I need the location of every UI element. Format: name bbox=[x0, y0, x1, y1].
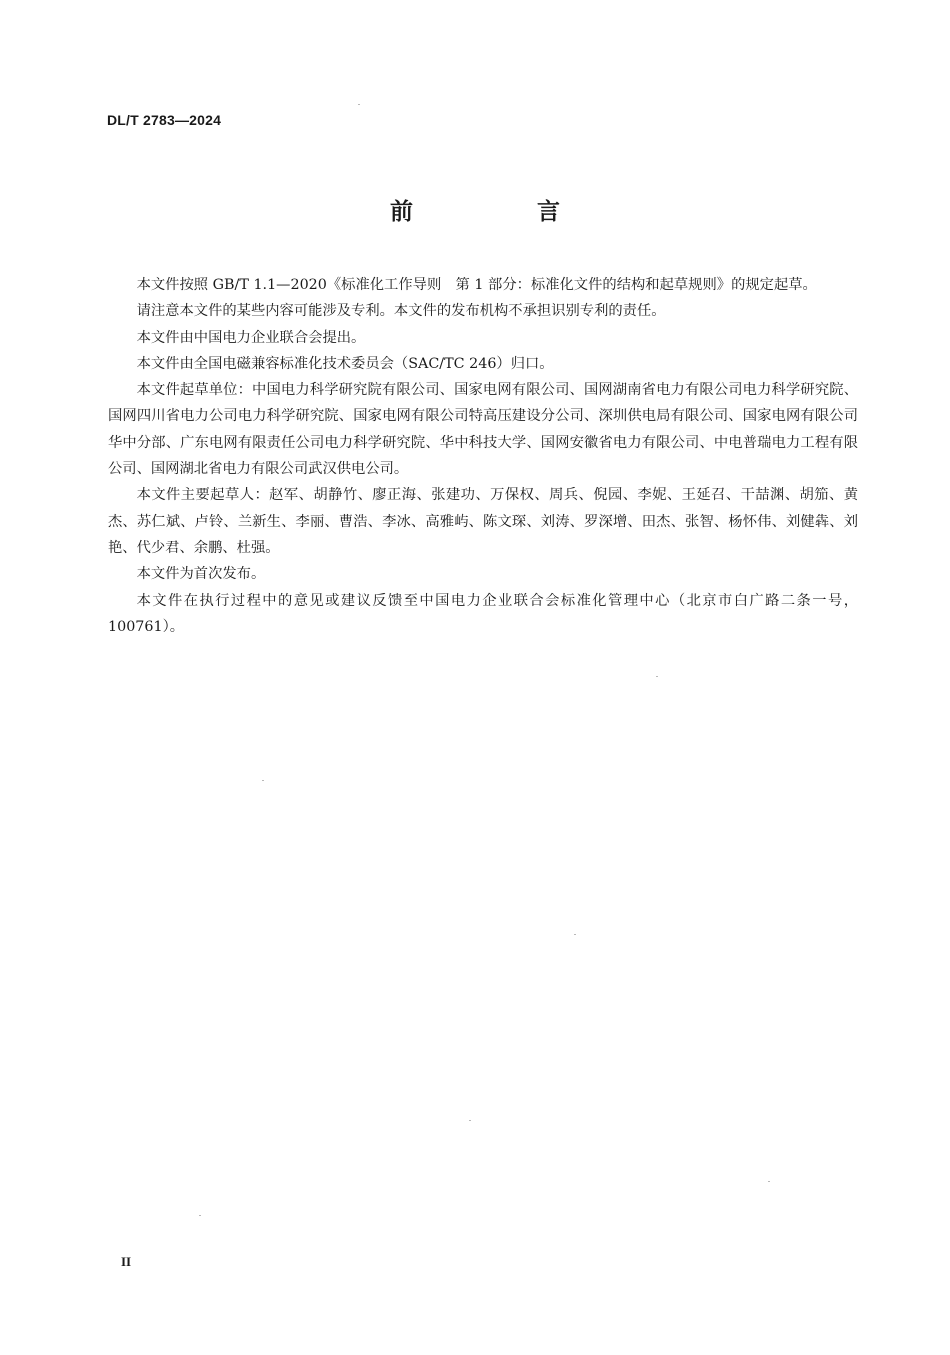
paragraph-technical-committee: 本文件由全国电磁兼容标准化技术委员会（SAC/TC 246）归口。 bbox=[136, 355, 554, 372]
scan-speck bbox=[469, 1120, 471, 1121]
paragraph-drafters: 本文件主要起草人：赵军、胡静竹、廖正海、张建功、万保权、周兵、倪园、李妮、王延召、干喆渊、胡笳、黄杰、苏仁斌、卢铃、兰新生、李丽、曹浩、李冰、高雅屿、陈文琛、刘涛、罗深增、田杰、张智、杨怀伟、刘健犇、刘艳、代少君、余鹏、杜强。 bbox=[108, 487, 858, 556]
paragraph-first-release: 本文件为首次发布。 bbox=[136, 566, 266, 583]
document-code: DL/T 2783—2024 bbox=[107, 112, 222, 128]
scan-speck bbox=[262, 780, 264, 781]
scan-speck bbox=[656, 676, 658, 677]
scan-speck bbox=[199, 1215, 201, 1216]
scan-speck bbox=[574, 934, 576, 935]
paragraph-patent-notice: 请注意本文件的某些内容可能涉及专利。本文件的发布机构不承担识别专利的责任。 bbox=[136, 303, 666, 320]
page-number: II bbox=[121, 1254, 132, 1269]
paragraph-proposer: 本文件由中国电力企业联合会提出。 bbox=[136, 329, 366, 346]
paragraph-feedback-contact: 本文件在执行过程中的意见或建议反馈至中国电力企业联合会标准化管理中心（北京市白广路二条一号，100761）。 bbox=[108, 592, 858, 635]
page-title: 前 言 bbox=[389, 199, 618, 225]
foreword-body bbox=[108, 272, 858, 640]
paragraph-drafting-units: 本文件起草单位：中国电力科学研究院有限公司、国家电网有限公司、国网湖南省电力有限公司电力科学研究院、国网四川省电力公司电力科学研究院、国家电网有限公司特高压建设分公司、深圳供电局有限公司、国家电网有限公司华中分部、广东电网有限责任公司电力科学研究院、华中科技大学、国网安徽省电力有限公司、中电普瑞电力工程有限公司、国网湖北省电力有限公司武汉供电公司。 bbox=[108, 382, 858, 478]
scan-speck bbox=[358, 104, 360, 105]
paragraph-drafting-rules: 本文件按照 GB/T 1.1—2020《标准化工作导则 第 1 部分：标准化文件的结构和起草规则》的规定起草。 bbox=[136, 277, 817, 293]
scan-speck bbox=[768, 1181, 770, 1182]
